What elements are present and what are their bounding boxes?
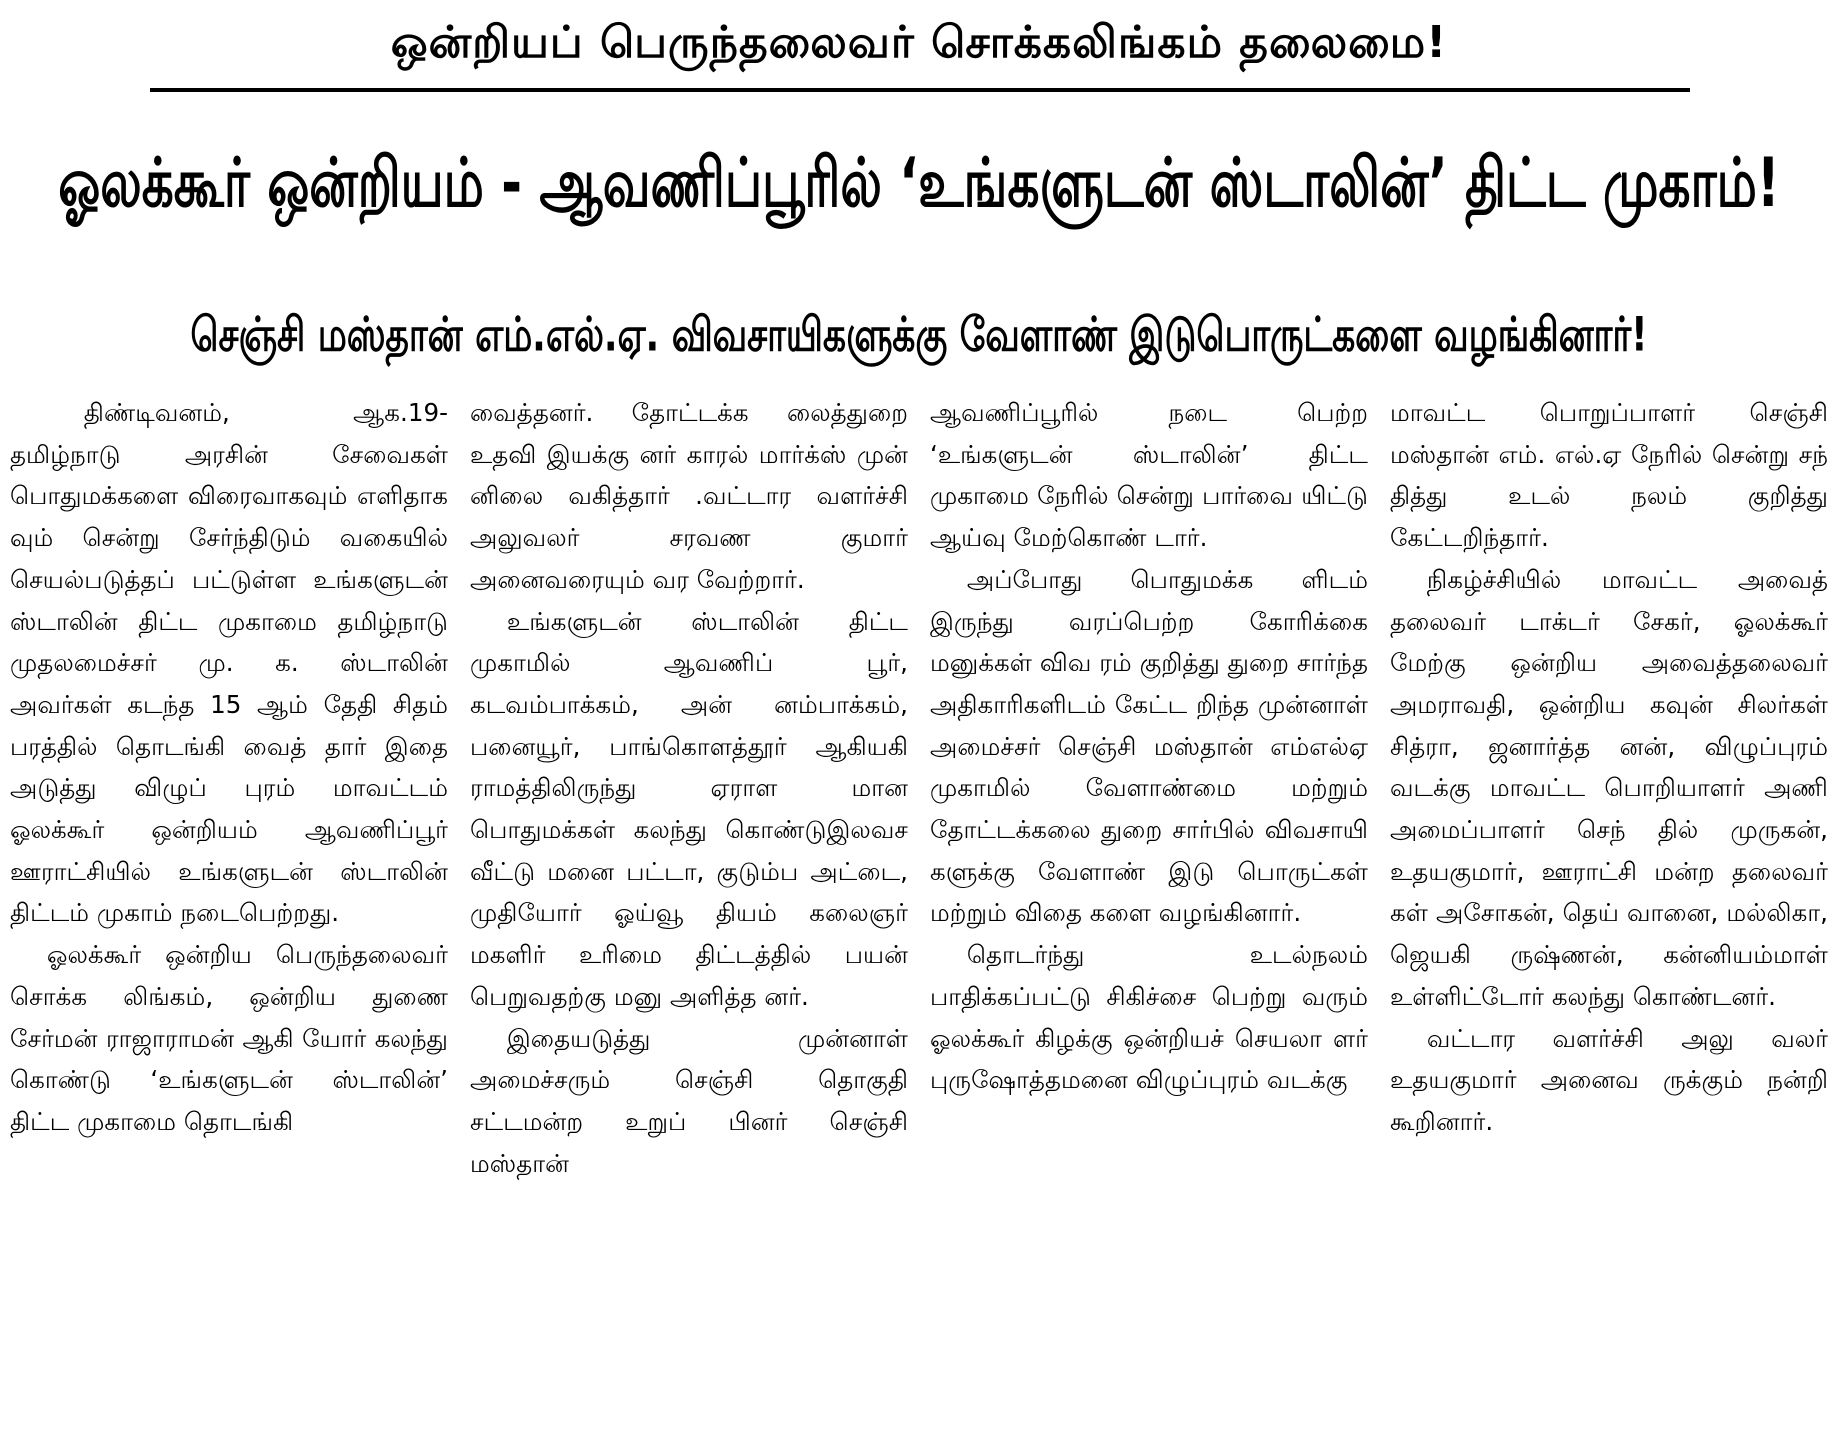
column-2 xyxy=(470,392,908,1434)
subheadline: செஞ்சி மஸ்தான் எம்.எல்.ஏ. விவசாயிகளுக்கு வேளாண் இடுபொருட்களை வழங்கினார்! xyxy=(190,308,1648,362)
paragraph: நிகழ்ச்சியில் மாவட்ட அவைத் தலைவர் டாக்டர் சேகர், ஓலக்கூர் மேற்கு ஒன்றிய அவைத்தலைவர் அமராவதி, ஒன்றிய கவுன் சிலர்கள் சித்ரா, ஜனார்த்த னன், விழுப்புரம் வடக்கு மாவட்ட பொறியாளர் அணி அமைப்பாளர் செந் தில் முருகன், உதயகுமார், ஊராட்சி மன்ற தலைவர் கள் அசோகன், தெய் வானை, மல்லிகா, ஜெயகி ருஷ்ணன், கன்னியம்மாள் உள்ளிட்டோர் கலந்து கொண்டனர். xyxy=(1390,564,1828,1011)
paragraph: திண்டிவனம், ஆக.19- தமிழ்நாடு அரசின் சேவைகள் பொதுமக்களை விரைவாகவும் எளிதாக வும் சென்று சேர்ந்திடும் வகையில் செயல்படுத்தப் பட்டுள்ள உங்களுடன் ஸ்டாலின் திட்ட முகாமை தமிழ்நாடு முதலமைச்சர் மு. க. ஸ்டாலின் அவர்கள் கடந்த 15 ஆம் தேதி சிதம் பரத்தில் தொடங்கி வைத் தார் இதை அடுத்து விழுப் புரம் மாவட்டம் ஓலக்கூர் ஒன்றியம் ஆவணிப்பூர் ஊராட்சியில் உங்களுடன் ஸ்டாலின் திட்டம் முகாம் நடைபெற்றது. xyxy=(10,398,448,928)
headline: ஓலக்கூர் ஒன்றியம் - ஆவணிப்பூரில் ‘உங்களுடன் ஸ்டாலின்’ திட்ட முகாம்! xyxy=(58,143,1780,223)
paragraph: இதையடுத்து முன்னாள் அமைச்சரும் செஞ்சி தொகுதி சட்டமன்ற உறுப் பினர் செஞ்சி மஸ்தான் xyxy=(470,1023,908,1178)
column-3 xyxy=(930,392,1368,1434)
paragraph: தொடர்ந்து உடல்நலம் பாதிக்கப்பட்டு சிகிச்சை பெற்று வரும் ஓலக்கூர் கிழக்கு ஒன்றியச் செயலா ளர் புருஷோத்தமனை விழுப்புரம் வடக்கு xyxy=(930,940,1368,1095)
paragraph: மாவட்ட பொறுப்பாளர் செஞ்சி மஸ்தான் எம். எல்.ஏ நேரில் சென்று சந் தித்து உடல் நலம் குறித்து கேட்டறிந்தார். xyxy=(1390,398,1828,553)
kicker-line: ஒன்றியப் பெருந்தலைவர் சொக்கலிங்கம் தலைமை! xyxy=(390,17,1448,68)
paragraph: உங்களுடன் ஸ்டாலின் திட்ட முகாமில் ஆவணிப் பூர், கடவம்பாக்கம், அன் னம்பாக்கம், பனையூர், பாங்கொளத்தூர் ஆகியகி ராமத்திலிருந்து ஏராள மான பொதுமக்கள் கலந்து கொண்டுஇலவச வீட்டு மனை பட்டா, குடும்ப அட்டை, முதியோர் ஓய்வூ தியம் கலைஞர் மகளிர் உரிமை திட்டத்தில் பயன் பெறுவதற்கு மனு அளித்த னர். xyxy=(470,606,908,1011)
kicker-divider xyxy=(150,88,1690,92)
paragraph: வட்டார வளர்ச்சி அலு வலர் உதயகுமார் அனைவ ருக்கும் நன்றி கூறினார். xyxy=(1390,1023,1828,1136)
article-body xyxy=(10,392,1828,1434)
paragraph: ஓலக்கூர் ஒன்றிய பெருந்தலைவர் சொக்க லிங்கம், ஒன்றிய துணை சேர்மன் ராஜாராமன் ஆகி யோர் கலந்து கொண்டு ‘உங்களுடன் ஸ்டாலின்’ திட்ட முகாமை தொடங்கி xyxy=(10,940,448,1136)
column-1 xyxy=(10,392,448,1434)
paragraph: வைத்தனர். தோட்டக்க லைத்துறை உதவி இயக்கு னர் காரல் மார்க்ஸ் முன் னிலை வகித்தார் .வட்டார வளர்ச்சி அலுவலர் சரவண குமார் அனைவரையும் வர வேற்றார். xyxy=(470,398,908,594)
paragraph: அப்போது பொதுமக்க ளிடம் இருந்து வரப்பெற்ற கோரிக்கை மனுக்கள் விவ ரம் குறித்து துறை சார்ந்த அதிகாரிகளிடம் கேட்ட றிந்த முன்னாள் அமைச்சர் செஞ்சி மஸ்தான் எம்எல்ஏ முகாமில் வேளாண்மை மற்றும் தோட்டக்கலை துறை சார்பில் விவசாயி களுக்கு வேளாண் இடு பொருட்கள் மற்றும் விதை களை வழங்கினார். xyxy=(930,564,1368,928)
paragraph: ஆவணிப்பூரில் நடை பெற்ற ‘உங்களுடன் ஸ்டாலின்’ திட்ட முகாமை நேரில் சென்று பார்வை யிட்டு ஆய்வு மேற்கொண் டார். xyxy=(930,398,1368,553)
column-4 xyxy=(1390,392,1828,1434)
